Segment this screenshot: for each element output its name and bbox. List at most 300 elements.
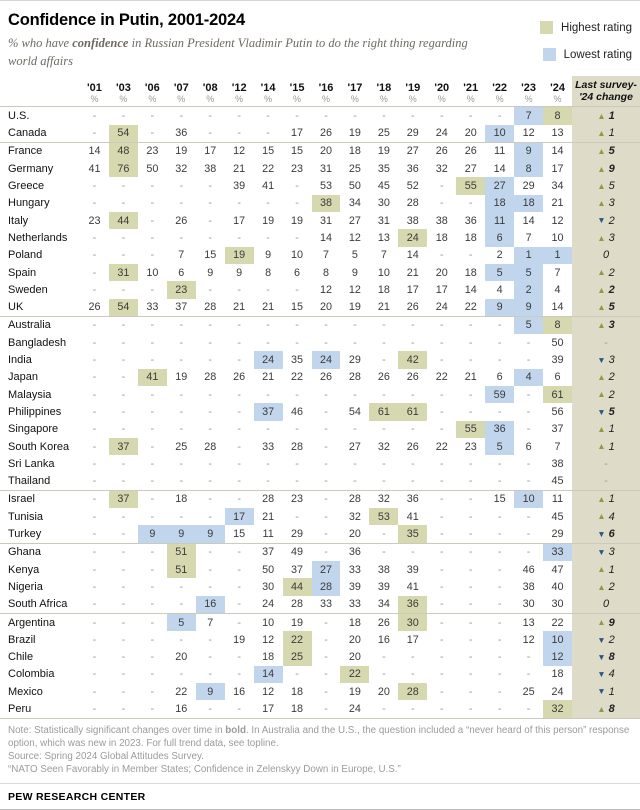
value-cell: -: [468, 633, 473, 646]
value-cell: -: [237, 336, 241, 349]
value-cell: -: [92, 668, 97, 681]
value-cell: -: [92, 180, 97, 193]
table-row: [0, 334, 640, 351]
value-cell: 21: [233, 162, 246, 175]
value-cell: -: [353, 457, 357, 470]
value-cell: -: [468, 319, 473, 332]
value-cell: -: [324, 546, 328, 559]
year-column-header: [398, 76, 427, 106]
value-cell: -: [324, 685, 328, 698]
value-cell: -: [439, 336, 444, 349]
value-cell: -: [121, 354, 126, 367]
value-cell: -: [121, 197, 126, 210]
value-cell: 38: [435, 214, 448, 227]
value-cell: 26: [175, 214, 188, 227]
value-cell: 28: [204, 371, 217, 384]
value-cell: 23: [464, 440, 477, 453]
value-cell: 31: [319, 214, 332, 227]
change-value: 3: [608, 354, 615, 367]
country-label: Italy: [8, 214, 29, 227]
subtitle: [8, 34, 488, 70]
value-cell: 55: [456, 177, 485, 194]
value-cell: 35: [377, 162, 390, 175]
value-cell: 20: [348, 633, 361, 646]
value-cell: 21: [377, 301, 390, 314]
change-value: 5: [608, 180, 615, 193]
value-cell: -: [92, 493, 97, 506]
value-cell: -: [295, 475, 299, 488]
value-cell: -: [266, 319, 270, 332]
value-cell: 13: [377, 231, 390, 244]
down-arrow-icon: ▼: [597, 547, 606, 558]
percent-sign: %: [437, 94, 446, 105]
percent-sign: %: [264, 94, 273, 105]
value-cell: -: [468, 197, 473, 210]
table-row: [0, 614, 640, 631]
year-column-header: [225, 76, 254, 106]
value-cell: 36: [464, 214, 477, 227]
legend-label: Lowest rating: [563, 48, 632, 61]
year-label: '23: [521, 82, 536, 95]
value-cell: 50: [348, 180, 361, 193]
change-cell: [572, 386, 640, 403]
change-value: 1: [608, 685, 615, 698]
value-cell: 5: [351, 249, 358, 262]
change-value: 0: [602, 598, 610, 611]
value-cell: 18: [348, 145, 361, 158]
value-cell: 23: [88, 214, 101, 227]
value-cell: 49: [291, 546, 304, 559]
value-cell: -: [295, 668, 299, 681]
value-cell: 36: [485, 421, 514, 438]
value-cell: 51: [167, 561, 196, 578]
value-cell: -: [468, 475, 473, 488]
value-cell: -: [208, 180, 213, 193]
value-cell: 25: [377, 127, 390, 140]
value-cell: -: [150, 197, 155, 210]
country-label: Germany: [8, 162, 54, 175]
value-cell: -: [353, 388, 357, 401]
change-value: 2: [608, 266, 615, 279]
value-cell: 9: [265, 249, 272, 262]
value-cell: -: [179, 668, 184, 681]
value-cell: -: [468, 528, 473, 541]
value-cell: 6: [178, 266, 185, 279]
value-cell: -: [497, 616, 502, 629]
value-cell: -: [439, 197, 444, 210]
value-cell: -: [121, 546, 126, 559]
value-cell: -: [382, 457, 386, 470]
percent-sign: %: [553, 94, 562, 105]
country-label: Turkey: [8, 528, 42, 541]
value-cell: -: [237, 475, 241, 488]
value-cell: -: [497, 475, 502, 488]
change-value: 2: [608, 214, 615, 227]
value-cell: 38: [312, 195, 341, 212]
value-cell: -: [526, 354, 531, 367]
table-row: [0, 648, 640, 665]
value-cell: -: [121, 457, 126, 470]
percent-sign: %: [379, 94, 388, 105]
value-cell: -: [150, 214, 155, 227]
value-cell: -: [208, 475, 213, 488]
value-cell: -: [208, 319, 213, 332]
value-cell: -: [497, 563, 502, 576]
change-cell: [572, 334, 640, 351]
value-cell: 39: [551, 354, 564, 367]
value-cell: 10: [543, 631, 572, 648]
down-arrow-icon: ▼: [597, 354, 606, 365]
value-cell: -: [526, 475, 531, 488]
year-label: '17: [347, 82, 363, 95]
value-cell: 37: [551, 423, 564, 436]
value-cell: 21: [262, 510, 275, 523]
value-cell: -: [411, 388, 415, 401]
value-cell: -: [208, 109, 213, 122]
value-cell: 22: [435, 371, 448, 384]
value-cell: -: [411, 457, 415, 470]
change-cell: [572, 160, 640, 177]
value-cell: 4: [514, 369, 543, 386]
value-cell: 14: [493, 162, 506, 175]
value-cell: 11: [551, 493, 564, 506]
value-cell: -: [237, 405, 241, 418]
value-cell: -: [179, 197, 184, 210]
value-cell: 9: [207, 266, 214, 279]
value-cell: 15: [233, 528, 246, 541]
subtitle-emphasis: confidence: [72, 36, 129, 50]
value-cell: -: [179, 388, 184, 401]
value-cell: 23: [167, 281, 196, 298]
value-cell: -: [208, 423, 213, 436]
year-label: '07: [173, 82, 189, 95]
value-cell: 10: [146, 266, 159, 279]
table-row: [0, 299, 640, 316]
value-cell: 26: [377, 616, 390, 629]
value-cell: -: [266, 283, 270, 296]
change-cell: [572, 369, 640, 386]
change-value: -: [604, 336, 608, 349]
value-cell: 27: [485, 177, 514, 194]
divider: [0, 783, 640, 784]
value-cell: 24: [551, 685, 564, 698]
value-cell: -: [150, 440, 155, 453]
value-cell: 20: [435, 266, 448, 279]
table-row: [0, 264, 640, 281]
value-cell: -: [295, 457, 299, 470]
value-cell: 29: [291, 528, 304, 541]
country-label: Bangladesh: [8, 336, 67, 349]
change-cell: [572, 299, 640, 316]
value-cell: -: [237, 283, 241, 296]
value-cell: -: [439, 685, 444, 698]
value-cell: -: [295, 510, 299, 523]
value-cell: 18: [485, 195, 514, 212]
country-label: Thailand: [8, 475, 51, 488]
value-cell: 31: [319, 162, 332, 175]
up-arrow-icon: ▲: [597, 511, 606, 522]
value-cell: -: [497, 546, 502, 559]
value-cell: 61: [369, 403, 398, 420]
value-cell: 23: [291, 162, 304, 175]
value-cell: 21: [551, 197, 564, 210]
value-cell: 12: [348, 283, 361, 296]
change-value: 9: [608, 162, 615, 175]
value-cell: -: [179, 475, 184, 488]
value-cell: -: [121, 423, 126, 436]
value-cell: -: [295, 180, 299, 193]
year-label: '20: [434, 82, 450, 95]
value-cell: 22: [283, 631, 312, 648]
note-pre: Note: Statistically significant changes over time in: [8, 724, 226, 736]
value-cell: -: [208, 231, 213, 244]
value-cell: -: [497, 405, 502, 418]
value-cell: -: [353, 475, 357, 488]
table-row: [0, 125, 640, 142]
up-arrow-icon: ▲: [597, 301, 606, 312]
value-cell: -: [121, 388, 126, 401]
value-cell: -: [497, 702, 502, 715]
value-cell: -: [92, 336, 97, 349]
value-cell: 21: [464, 371, 477, 384]
value-cell: 6: [294, 266, 301, 279]
value-cell: 27: [406, 145, 419, 158]
value-cell: -: [382, 702, 386, 715]
value-cell: 25: [283, 648, 312, 665]
year-column-header: [312, 76, 341, 106]
value-cell: 18: [291, 702, 304, 715]
value-cell: -: [92, 598, 97, 611]
value-cell: -: [92, 319, 97, 332]
change-value: 0: [602, 249, 610, 262]
value-cell: 28: [262, 493, 275, 506]
value-cell: 28: [291, 598, 304, 611]
value-cell: -: [150, 598, 155, 611]
value-cell: -: [208, 336, 213, 349]
value-cell: 18: [514, 195, 543, 212]
change-value: 1: [608, 423, 615, 436]
percent-sign: %: [293, 94, 302, 105]
value-cell: 21: [406, 266, 419, 279]
change-value: 1: [608, 127, 615, 140]
value-cell: -: [92, 651, 97, 664]
value-cell: 6: [525, 440, 532, 453]
value-cell: 29: [551, 528, 564, 541]
value-cell: 26: [319, 371, 332, 384]
value-cell: 61: [398, 403, 427, 420]
table-row: [0, 666, 640, 683]
value-cell: -: [121, 598, 126, 611]
country-group: [0, 543, 640, 613]
value-cell: 37: [175, 301, 188, 314]
value-cell: -: [468, 388, 473, 401]
value-cell: -: [237, 702, 241, 715]
value-cell: -: [208, 546, 213, 559]
value-cell: 54: [109, 299, 138, 316]
value-cell: -: [121, 180, 126, 193]
value-cell: -: [92, 475, 97, 488]
value-cell: 7: [322, 249, 329, 262]
value-cell: -: [92, 440, 97, 453]
value-cell: -: [121, 371, 126, 384]
year-column-header: [427, 76, 456, 106]
value-cell: 41: [406, 580, 419, 593]
table-row: [0, 508, 640, 525]
value-cell: -: [526, 528, 531, 541]
value-cell: -: [439, 580, 444, 593]
table-row: [0, 700, 640, 717]
value-cell: 30: [522, 598, 535, 611]
value-cell: -: [92, 702, 97, 715]
value-cell: 32: [543, 700, 572, 717]
value-cell: -: [92, 528, 97, 541]
percent-sign: %: [408, 94, 417, 105]
value-cell: 2: [514, 281, 543, 298]
value-cell: 45: [551, 475, 564, 488]
change-cell: [572, 264, 640, 281]
value-cell: -: [208, 651, 213, 664]
value-cell: -: [439, 475, 444, 488]
value-cell: -: [439, 180, 444, 193]
value-cell: 38: [522, 580, 535, 593]
value-cell: -: [439, 510, 444, 523]
value-cell: -: [208, 580, 213, 593]
value-cell: -: [497, 319, 502, 332]
value-cell: -: [324, 475, 328, 488]
value-cell: -: [150, 249, 155, 262]
value-cell: -: [526, 510, 531, 523]
value-cell: 18: [262, 651, 275, 664]
table-row: [0, 596, 640, 613]
value-cell: -: [526, 651, 531, 664]
down-arrow-icon: ▼: [597, 528, 606, 539]
value-cell: 26: [406, 371, 419, 384]
table-row: [0, 177, 640, 194]
legend: [540, 21, 632, 75]
value-cell: -: [468, 510, 473, 523]
up-arrow-icon: ▲: [597, 163, 606, 174]
value-cell: -: [497, 633, 502, 646]
table-row: [0, 247, 640, 264]
value-cell: -: [324, 528, 328, 541]
value-cell: -: [324, 616, 328, 629]
value-cell: -: [92, 283, 97, 296]
value-cell: 28: [204, 440, 217, 453]
value-cell: 53: [319, 180, 332, 193]
value-cell: -: [208, 405, 213, 418]
table-row: [0, 107, 640, 124]
value-cell: -: [439, 702, 444, 715]
up-arrow-icon: ▲: [597, 703, 606, 714]
table-row: [0, 160, 640, 177]
change-value: 3: [608, 546, 615, 559]
value-cell: 19: [348, 685, 361, 698]
table-row: [0, 351, 640, 368]
value-cell: 18: [175, 493, 188, 506]
value-cell: 36: [406, 162, 419, 175]
change-cell: [572, 648, 640, 665]
value-cell: -: [150, 180, 155, 193]
table-corner-cell: [0, 76, 80, 106]
value-cell: 24: [435, 127, 448, 140]
country-label: Nigeria: [8, 580, 43, 593]
change-value: 2: [608, 388, 615, 401]
value-cell: -: [526, 546, 531, 559]
value-cell: 20: [348, 528, 361, 541]
value-cell: -: [497, 651, 502, 664]
value-cell: -: [150, 109, 155, 122]
up-arrow-icon: ▲: [597, 127, 606, 138]
table-row: [0, 369, 640, 386]
value-cell: 11: [494, 145, 506, 158]
value-cell: 14: [464, 283, 477, 296]
value-cell: -: [497, 668, 502, 681]
value-cell: -: [295, 319, 299, 332]
value-cell: 41: [138, 369, 167, 386]
value-cell: -: [497, 580, 502, 593]
value-cell: 18: [291, 685, 304, 698]
down-arrow-icon: ▼: [597, 651, 606, 662]
legend-item-highest: [540, 21, 632, 34]
value-cell: 33: [146, 301, 159, 314]
change-cell: [572, 683, 640, 700]
value-cell: 15: [204, 249, 217, 262]
value-cell: -: [295, 336, 299, 349]
value-cell: 5: [514, 317, 543, 334]
change-value: 6: [608, 528, 615, 541]
value-cell: 22: [340, 666, 369, 683]
down-arrow-icon: ▼: [597, 215, 606, 226]
change-cell: [572, 107, 640, 124]
value-cell: -: [439, 354, 444, 367]
value-cell: 18: [464, 231, 477, 244]
value-cell: 17: [291, 127, 304, 140]
value-cell: -: [237, 493, 241, 506]
lowest-rating-swatch-icon: [543, 48, 556, 61]
up-arrow-icon: ▲: [597, 146, 606, 157]
up-arrow-icon: ▲: [597, 441, 606, 452]
value-cell: 50: [551, 336, 564, 349]
country-label: Argentina: [8, 616, 56, 629]
table-row: [0, 212, 640, 229]
value-cell: 24: [254, 351, 283, 368]
value-cell: -: [439, 598, 444, 611]
value-cell: 15: [291, 145, 304, 158]
change-cell: [572, 561, 640, 578]
value-cell: 7: [514, 107, 543, 124]
change-value: 1: [608, 440, 615, 453]
value-cell: -: [208, 563, 213, 576]
change-value: 2: [608, 580, 615, 593]
year-column-header: [283, 76, 312, 106]
up-arrow-icon: ▲: [597, 581, 606, 592]
value-cell: -: [121, 475, 126, 488]
value-cell: -: [237, 668, 241, 681]
value-cell: 21: [262, 371, 275, 384]
value-cell: -: [208, 702, 213, 715]
value-cell: 37: [291, 563, 304, 576]
value-cell: -: [179, 633, 184, 646]
change-cell: [572, 317, 640, 334]
value-cell: 5: [514, 264, 543, 281]
value-cell: -: [295, 283, 299, 296]
down-arrow-icon: ▼: [597, 634, 606, 645]
value-cell: -: [439, 668, 444, 681]
value-cell: 5: [485, 264, 514, 281]
value-cell: -: [150, 127, 155, 140]
value-cell: -: [324, 702, 328, 715]
change-cell: [572, 125, 640, 142]
